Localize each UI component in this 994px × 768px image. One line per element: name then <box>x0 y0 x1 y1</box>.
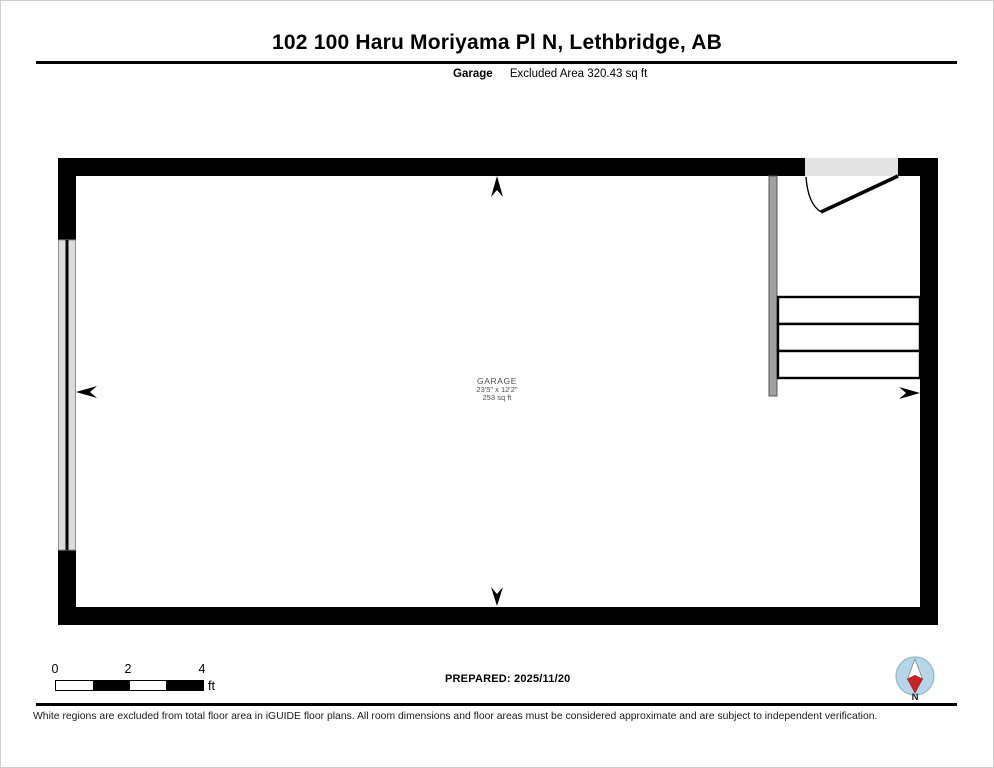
door-threshold <box>805 158 898 176</box>
scale-bar-segment <box>93 681 130 690</box>
scale-tick-0: 0 <box>51 662 59 676</box>
stairs <box>769 176 920 396</box>
stair-tread <box>778 324 920 351</box>
wall-left-lower-segment <box>58 550 76 625</box>
compass-icon <box>896 657 934 695</box>
wall-bottom <box>58 607 938 625</box>
excluded-area-label: Excluded Area 320.43 sq ft <box>509 68 648 80</box>
scale-tick-2: 2 <box>124 662 132 676</box>
room-label <box>0 377 994 403</box>
scale-bar-segment <box>56 681 93 690</box>
wall-left-upper-segment <box>58 158 76 240</box>
dimension-arrow-down-icon <box>491 587 503 606</box>
scale-unit-label: ft <box>208 679 215 693</box>
stair-tread <box>778 297 920 324</box>
scale-bar-segment <box>130 681 167 690</box>
door-swing-arc <box>806 177 821 212</box>
entry-door <box>805 158 898 212</box>
scale-bar-segment <box>166 681 203 690</box>
scale-bar <box>55 680 204 691</box>
room-name: GARAGE <box>477 376 517 386</box>
page-title: 102 100 Haru Moriyama Pl N, Lethbridge, AB <box>272 31 722 54</box>
footer-divider <box>36 703 957 706</box>
room-area: 253 sq ft <box>482 393 512 402</box>
dimension-arrow-up-icon <box>491 176 503 197</box>
door-leaf <box>821 176 898 212</box>
scale-tick-4: 4 <box>198 662 206 676</box>
prepared-date-label: PREPARED: 2025/11/20 <box>445 673 571 685</box>
wall-top-left-segment <box>58 158 805 176</box>
floor-name-label: Garage <box>453 68 493 80</box>
compass-north-label: N <box>911 692 919 703</box>
stair-railing <box>769 176 777 396</box>
disclaimer-text: White regions are excluded from total floor area in iGUIDE floor plans. All room dimensions and floor areas must be considered approximate and are subject to independent verification. <box>33 711 878 722</box>
room-dimensions: 23'5" x 12'2" <box>476 384 518 394</box>
stair-tread <box>778 351 920 378</box>
